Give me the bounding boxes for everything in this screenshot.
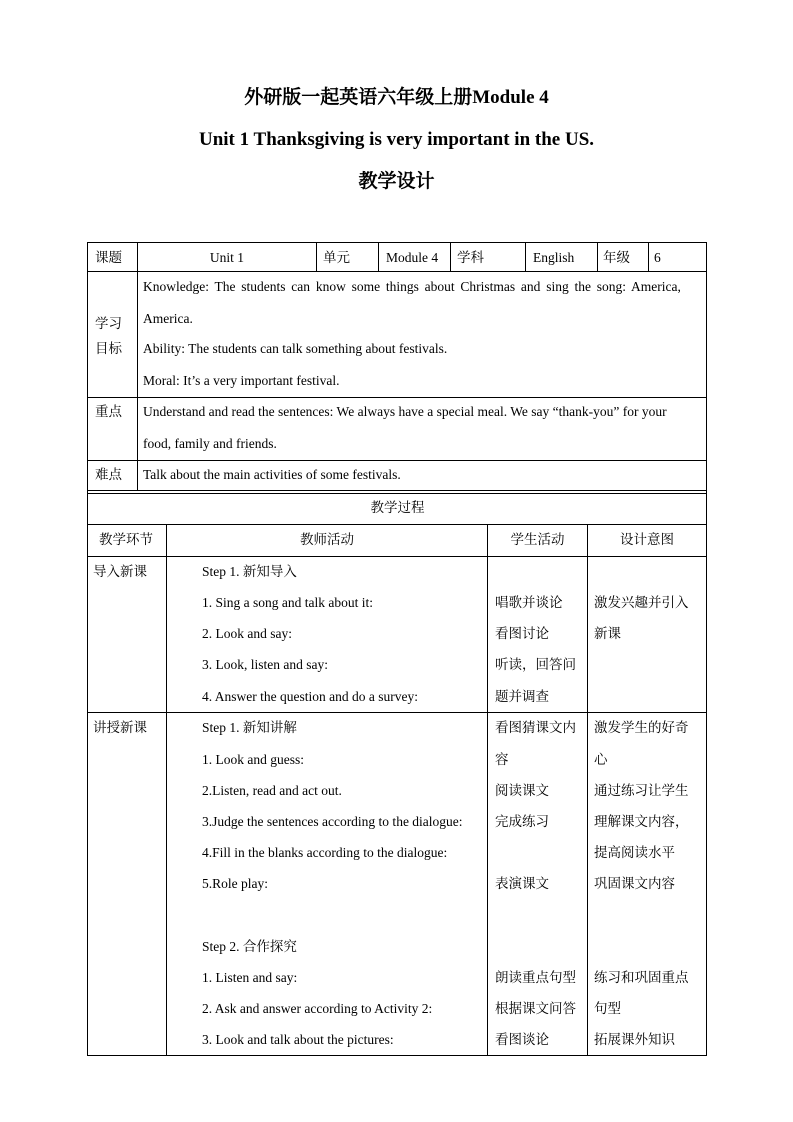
intro-teacher-line: 3. Look, listen and say: [202,657,328,672]
new-teacher-line: 2. Ask and answer according to Activity 2: [202,1001,433,1016]
new-teacher-line: 5.Role play: [202,876,268,891]
new-student-line: 表演课文 [495,876,549,891]
objective-knowledge-line-2: America. [143,311,193,326]
process-title: 教学过程 [370,500,425,515]
topic-value: Unit 1 [209,250,245,265]
header-teacher: 教师活动 [300,532,354,547]
new-student-line: 容 [495,752,509,767]
objective-moral: Moral: It’s a very important festival. [143,373,340,388]
intro-teacher-line: 4. Answer the question and do a survey: [202,689,418,704]
stage-new-lesson: 讲授新课 [93,720,147,735]
new-purpose-line: 句型 [594,1001,621,1016]
intro-teacher-line: 1. Sing a song and talk about it: [202,595,373,610]
unit-value: Module 4 [386,250,439,265]
objective-ability: Ability: The students can talk something about festivals. [143,341,448,356]
document-heading: 教学设计 [358,171,435,192]
document-title: 外研版一起英语六年级上册Module 4 [244,87,549,108]
intro-teacher-line: 2. Look and say: [202,626,292,641]
intro-purpose-line: 新课 [594,626,621,641]
new-student-line: 完成练习 [495,814,549,829]
new-student-line: 朗读重点句型 [495,970,576,985]
new-student-line: 看图谈论 [495,1032,549,1047]
new-purpose-line: 提高阅读水平 [594,845,675,860]
grade-label: 年级 [603,250,630,265]
new-teacher-line: 1. Listen and say: [202,970,298,985]
new-teacher-line: 1. Look and guess: [202,752,304,767]
new-student-line: 阅读课文 [495,783,549,798]
subject-label: 学科 [457,250,484,265]
header-student: 学生活动 [510,532,565,547]
new-purpose-line: 激发学生的好奇 [594,720,689,735]
new-purpose-line: 巩固课文内容 [594,876,675,891]
new-purpose-line: 理解课文内容， [594,814,689,829]
new-teacher-line: 2.Listen, read and act out. [202,783,342,798]
new-purpose-line: 通过练习让学生 [594,783,689,798]
objective-knowledge-line-1: Knowledge: The students can know some things about Christmas and sing the song: America, [143,279,681,294]
objectives-label-1: 学习 [95,316,122,331]
new-teacher-line: 4.Fill in the blanks according to the dialogue: [202,845,448,860]
intro-purpose-line: 激发兴趣并引入 [594,595,689,610]
new-teacher-line: 3. Look and talk about the pictures: [202,1032,394,1047]
unit-label: 单元 [323,250,350,265]
new-teacher-line: Step 2. 合作探究 [202,939,297,954]
new-teacher-line: 3.Judge the sentences according to the dialogue: [202,814,463,829]
new-teacher-line: Step 1. 新知讲解 [202,720,297,735]
key-points-line-2: food, family and friends. [143,436,277,451]
key-points-label: 重点 [95,404,122,419]
intro-student-line: 看图讨论 [495,626,549,641]
new-student-line: 根据课文问答 [495,1001,576,1016]
intro-student-line: 题并调查 [495,689,549,704]
intro-teacher-line: Step 1. 新知导入 [202,564,297,579]
difficult-points-text: Talk about the main activities of some festivals. [143,467,401,482]
stage-intro: 导入新课 [93,564,147,579]
topic-label: 课题 [95,250,122,265]
new-purpose-line: 拓展课外知识 [594,1032,675,1047]
document-subtitle: Unit 1 Thanksgiving is very important in the US. [198,129,595,150]
difficult-points-label: 难点 [95,467,122,482]
header-purpose: 设计意图 [620,532,674,547]
subject-value: English [533,250,575,265]
new-purpose-line: 练习和巩固重点 [594,970,689,985]
new-student-line: 看图猜课文内 [495,720,576,735]
intro-student-line: 听读，回答问 [495,657,576,672]
grade-value: 6 [654,250,661,265]
intro-student-line: 唱歌并谈论 [495,595,563,610]
new-purpose-line: 心 [594,752,608,767]
objectives-label-2: 目标 [95,341,122,356]
header-stage: 教学环节 [99,532,153,547]
key-points-line-1: Understand and read the sentences: We always have a special meal. We say “thank-you” for your [143,404,667,419]
